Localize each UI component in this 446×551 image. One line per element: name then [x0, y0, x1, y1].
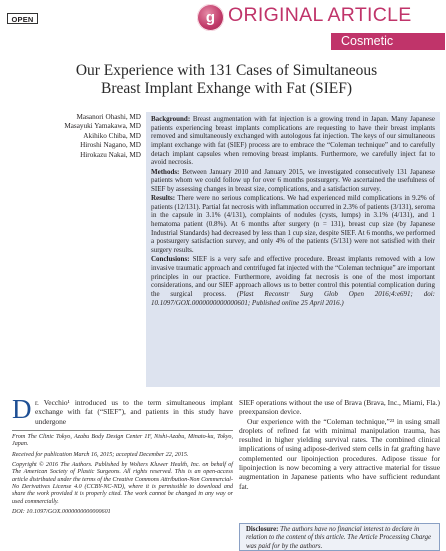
article-type-header: ORIGINAL ARTICLE: [228, 4, 412, 26]
abstract-text: There were no serious complications. We had experienced mild complications in 9.2% of patients (12/131). Partial fat necrosis with inflammation occurred in 2.3% of patients (3/131), seroma in the capsule in 3.1% (4/131), complaints of nodules (cysts, lumps) in 3.1% (4/131), and 1 hematoma patient (0.8%). At 6 months after surgery (n = 131), breast cup size (by Japanese Industrial Standards) had decreased by less than 1 cup size, despite SIEF. At 6 months, we performed a postsurgery satisfaction survey, and only 4% of the patients (5/131) were not satisfied with their surgery results.: [151, 194, 436, 255]
footnote-divider: [12, 430, 233, 431]
journal-logo-glyph: g: [205, 9, 216, 26]
disclosure-text: The authors have no financial interest to declare in relation to the content of this article. The Article Processing Charge was paid for by the authors.: [246, 526, 432, 550]
front-matter-notes: [12, 434, 233, 519]
drop-cap: D: [12, 394, 32, 424]
abstract-text: Between January 2010 and January 2015, we investigated consecutively 131 Japanese patients whom we could follow up for over 6 months postsurgery. We ascertained the usefulness of SIEF by assessing changes in breast size, complications, and a satisfaction survey.: [151, 167, 436, 193]
abstract-methods: [151, 168, 435, 194]
author: Hirokazu Nakai, MD: [80, 150, 141, 159]
intro-text: r. Vecchio¹ introduced us to the term simultaneous implant exchange with fat (“SIEF”), and patients in this study have undergone: [35, 398, 233, 426]
disclosure-box: [239, 523, 440, 551]
abstract-box: [146, 112, 440, 387]
abstract-results: [151, 194, 435, 255]
abstract-text: SIEF is a very safe and effective procedure. Breast implants removed with a low invasive traumatic approach and centrifuged fat injected with the “Coleman technique” are important principles in our practice. Furthermore, avoiding fat necrosis is one of the most important considerations, and our SIEF approach allows us to better control this potential complication during the surgical process.: [151, 255, 435, 298]
abstract-label: Background:: [151, 115, 191, 123]
affiliation-note: From The Clinic Tokyo, Azabu Body Design Center 1F, Nishi-Azabu, Minato-ku, Tokyo, Japan.: [12, 434, 233, 448]
author: Akihiko Chiba, MD: [83, 131, 141, 140]
author: Masanori Ohashi, MD: [76, 113, 141, 121]
received-note: Received for publication March 16, 2015; accepted December 22, 2015.: [12, 451, 189, 458]
disclosure-label: Disclosure:: [246, 526, 279, 533]
body-paragraph: Our experience with the “Coleman technique,”²³ in using small droplets of refined fat with minimal manipulation trauma, has resulted in higher yielding survival rates. The combined clinical implications of using adipose-derived stem cells in fat grafting have complemented our lipoinjection procedures. Adipose tissue for lipoinjection is now becoming a very attractive material for tissue augmentation in Japanese patients who have sufficient redundant fat.: [239, 416, 440, 491]
doi-note: DOI: 10.1097/GOX.0000000000000601: [12, 509, 111, 516]
abstract-citation: (Plast Reconstr Surg Glob Open 2016;4:e691; doi: 10.1097/GOX.0000000000000601; Published online 25 April 2016.): [151, 289, 436, 307]
author-list: [14, 113, 141, 160]
author: Hiroshi Nagano, MD: [80, 141, 141, 150]
copyright-note: Copyright © 2016 The Authors. Published by Wolters Kluwer Health, Inc. on behalf of The American Society of Plastic Surgeons. All rights reserved. This is an open-access article distributed under the terms of the Creative Commons Attribution-Non Commercial-No Derivatives License 4.0 (CCBY-NC-ND), where it is permissible to download and share the work provided it is properly cited. The work cannot be changed in any way or used commercially.: [12, 462, 233, 505]
abstract-label: Results:: [151, 194, 176, 203]
title-line-1: Our Experience with 131 Cases of Simultaneous: [75, 62, 378, 79]
author: Masayuki Yamakawa, MD: [64, 122, 141, 131]
open-access-badge: OPEN: [7, 13, 38, 24]
abstract-label: Conclusions:: [151, 255, 190, 264]
section-tag: Cosmetic: [331, 33, 445, 50]
paper-title: [14, 62, 439, 98]
title-line-2: Breast Implant Exhange with Fat (SIEF): [101, 80, 352, 97]
abstract-label: Methods:: [151, 167, 180, 176]
right-column-text: [239, 398, 440, 491]
abstract-conclusions: [151, 255, 435, 307]
abstract-text: Breast augmentation with fat injection is a growing trend in Japan. Many Japanese patients experiencing breast implants complications are requesting to have their breast implants removed and simultaneously exchanged with autologous fat injection. The keys of our simultaneous implant exchange with fat (SIEF) process are to embrace the “Coleman technique” and to carefully detach implant capsules when removing breast implants. Furthermore, we carefully inject fat to avoid necrosis.: [151, 115, 435, 167]
abstract-background: [151, 115, 435, 167]
body-paragraph: SIEF operations without the use of Brava (Brava, Inc., Miami, Fla.) preexpansion device.: [239, 398, 440, 417]
